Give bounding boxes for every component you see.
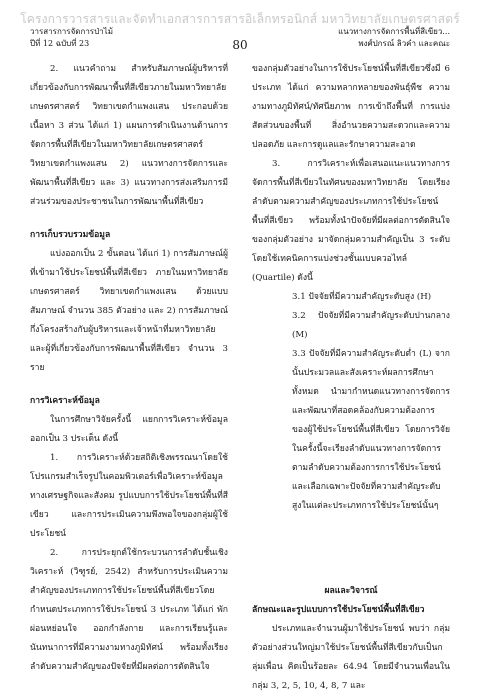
right-column — [252, 60, 450, 696]
paragraph-analysis-2: 2. การประยุกต์ใช้กระบวนการลำดับชั้นเชิงวิเคราะห์ (วิฑูรย์, 2542) สำหรับการประเมินความสำคัญของประเภทการใช้ประโยชน์พื้นที่สีเขียวโดยกำหนดประเภทการใช้ประโยชน์ 3 ประเภท ได้แก่ พักผ่อนหย่อนใจ ออกกำลังกาย และการเรียนรู้และนันทนาการที่มีความงามทางภูมิทัศน์ พร้อมทั้งเรียงลำดับความสำคัญของปัจจัยที่มีผลต่อการตัดสินใจ — [30, 548, 228, 672]
paragraph-analysis-intro: ในการศึกษาวิจัยครั้งนี้ แยกการวิเคราะห์ข้อมูลออกเป็น 3 ประเด็น ดังนี้ — [30, 415, 228, 444]
paragraph-analysis-1: 1. การวิเคราะห์ด้วยสถิติเชิงพรรณนาโดยใช้โปรแกรมสำเร็จรูปในคอมพิวเตอร์เพื่อวิเคราะห์ข้อมูลทางเศรษฐกิจและสังคม รูปแบบการใช้ประโยชน์พื้นที่สีเขียว และการประเมินความพึงพอใจของกลุ่มผู้ใช้ประโยชน์ — [30, 453, 228, 539]
list-item-high: 3.1 ปัจจัยที่มีความสำคัญระดับสูง (H) — [292, 292, 432, 302]
journal-name: วารสารการจัดการป่าไม้ — [30, 27, 113, 36]
heading-data-analysis: การวิเคราะห์ข้อมูล — [30, 396, 100, 406]
watermark-text: โครงการวารสารและจัดทำเอกสารการสารอิเล็กทรอนิกส์ มหาวิทยาลัยเกษตรศาสตร์ — [20, 12, 460, 26]
paragraph-data-collection: แบ่งออกเป็น 2 ขั้นตอน ได้แก่ 1) การสัมภาษณ์ผู้ที่เข้ามาใช้ประโยชน์พื้นที่สีเขียว ภายในมหาวิทยาลัยเกษตรศาสตร์ วิทยาเขตกำแพงแสน ด้วยแบบสัมภาษณ์ จำนวน 385 ตัวอย่าง และ 2) การสัมภาษณ์กึ่งโครงสร้างกับผู้บริหารและเจ้าหน้าที่มหาวิทยาลัยและผู้ที่เกี่ยวข้องกับการพัฒนาพื้นที่สีเขียว จำนวน 3 ราย — [30, 249, 228, 373]
heading-data-collection: การเก็บรวบรวมข้อมูล — [30, 230, 111, 240]
spacer — [252, 516, 450, 568]
page-number: 80 — [232, 38, 248, 52]
list-item-medium: 3.2 ปัจจัยที่มีความสำคัญระดับปานกลาง (M) — [292, 311, 450, 340]
heading-results: ผลและวิจารณ์ — [324, 586, 378, 596]
article-title-short: แนวทางการจัดการพื้นที่สีเขียว... — [338, 27, 450, 36]
running-header-right — [338, 26, 450, 50]
article-authors: พงศ์ปกรณ์ ลิวคำ และคณะ — [358, 39, 450, 48]
heading-usage-patterns: ลักษณะและรูปแบบการใช้ประโยชน์พื้นที่สีเขียว — [252, 605, 425, 615]
paragraph-usage-types: ประเภทและจำนวนผู้มาใช้ประโยชน์ พบว่า กลุ่มตัวอย่างส่วนใหญ่มาใช้ประโยชน์พื้นที่สีเขียวกับเป็นกลุ่มเพื่อน คิดเป็นร้อยละ 64.94 โดยมีจำนวนเพื่อนในกลุ่ม 3, 2, 5, 10, 4, 8, 7 และ — [252, 624, 450, 691]
paragraph-analysis-3: 3. การวิเคราะห์เพื่อเสนอแนะแนวทางการจัดการพื้นที่สีเขียวในทัศนของมหาวิทยาลัย โดยเรียงลำดับตามความสำคัญของประเภทการใช้ประโยชน์พื้นที่สีเขียว พร้อมทั้งนำปัจจัยที่มีผลต่อการตัดสินใจของกลุ่มตัวอย่าง มาจัดกลุ่มความสำคัญเป็น 3 ระดับ โดยใช้เทคนิคการแบ่งช่วงชั้นแบบควอไทล์ (Quartile) ดังนี้ — [252, 159, 450, 283]
paragraph-factors: ของกลุ่มตัวอย่างในการใช้ประโยชน์พื้นที่สีเขียวซึ่งมี 6 ประเภท ได้แก่ ความหลากหลายของพันธุ์พืช ความงามทางภูมิทัศน์/ทัศนียภาพ การเข้าถึงพื้นที่ การแบ่งสัดส่วนของพื้นที่ สิ่งอำนวยความสะดวกและความปลอดภัย และการดูแลและรักษาความสะอาด — [252, 64, 450, 150]
journal-issue: ปีที่ 12 ฉบับที่ 23 — [30, 39, 90, 48]
list-item-low: 3.3 ปัจจัยที่มีความสำคัญระดับต่ำ (L) จากนั้นประมวลและสังเคราะห์ผลการศึกษาทั้งหมด นำมากำหนดแนวทางการจัดการและพัฒนาที่สอดคล้องกับความต้องการของผู้ใช้ประโยชน์พื้นที่สีเขียว โดยการวิจัยในครั้งนี้จะเรียงลำดับแนวทางการจัดการตามลำดับความต้องการการใช้ประโยชน์ และเลือกเฉพาะปัจจัยที่ความสำคัญระดับสูงในแต่ละประเภทการใช้ประโยชน์นั้นๆ — [292, 349, 450, 511]
paragraph-interview-questions: 2. แนวคำถาม สำหรับสัมภาษณ์ผู้บริหารที่เกี่ยวข้องกับการพัฒนาพื้นที่สีเขียวภายในมหาวิทยาลัยเกษตรศาสตร์ วิทยาเขตกำแพงแสน ประกอบด้วยเนื้อหา 3 ส่วน ได้แก่ 1) แผนการดำเนินงานด้านการจัดการพื้นที่สีเขียวในมหาวิทยาลัยเกษตรศาสตร์ วิทยาเขตกำแพงแสน 2) แนวทางการจัดการและพัฒนาพื้นที่สีเขียว และ 3) แนวทางการส่งเสริมการมีส่วนร่วมของประชาชนในการพัฒนาพื้นที่สีเขียว — [30, 64, 228, 207]
left-column — [30, 60, 228, 677]
